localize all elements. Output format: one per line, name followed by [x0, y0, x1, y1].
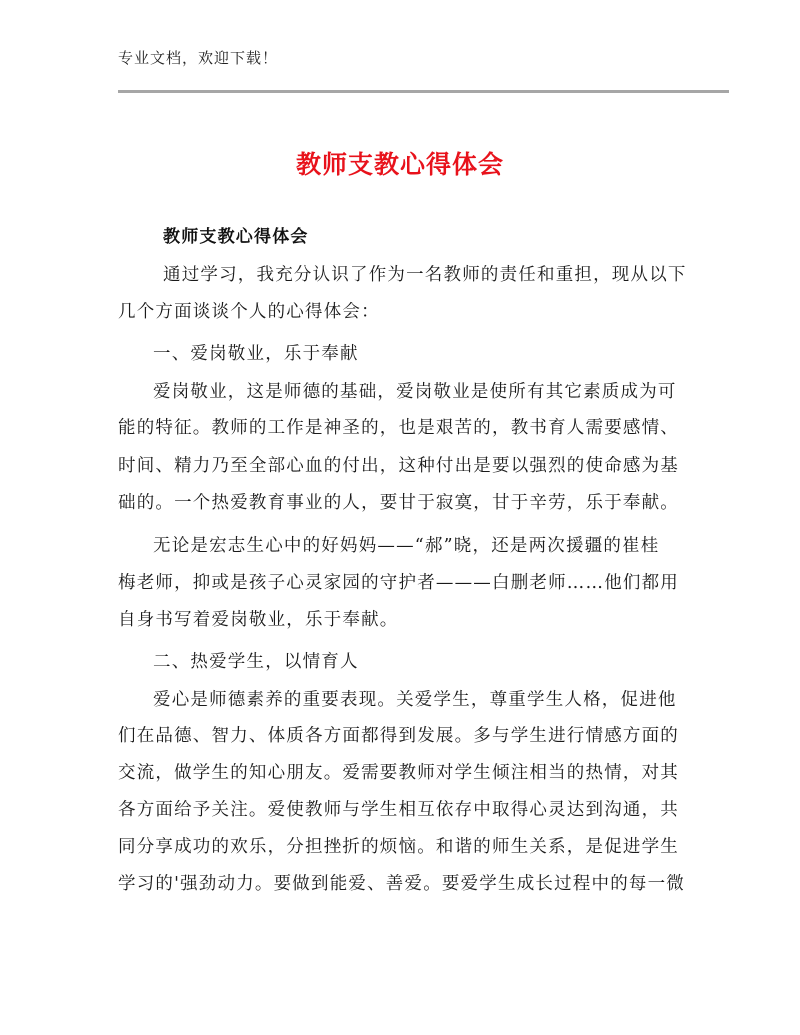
paragraph-line: 们在品德、智力、体质各方面都得到发展。多与学生进行情感方面的	[118, 726, 679, 746]
section-heading-2: 二、热爱学生，以情育人	[153, 652, 359, 672]
paragraph-line: 同分享成功的欢乐，分担挫折的烦恼。和谐的师生关系，是促进学生	[118, 837, 679, 857]
header-note: 专业文档，欢迎下载！	[118, 49, 279, 67]
paragraph-line: 几个方面谈谈个人的心得体会：	[118, 302, 380, 322]
paragraph-line: 无论是宏志生心中的好妈妈——“郝”晓，还是两次援疆的崔桂	[153, 536, 660, 556]
header-divider	[118, 90, 729, 93]
paragraph-line: 自身书写着爱岗敬业，乐于奉献。	[118, 610, 399, 630]
paragraph-line: 能的特征。教师的工作是神圣的，也是艰苦的，教书育人需要感情、	[118, 418, 679, 438]
paragraph-line: 学习的'强劲动力。要做到能爱、善爱。要爱学生成长过程中的每一微	[118, 874, 686, 894]
document-subheading: 教师支教心得体会	[163, 227, 309, 247]
paragraph-line: 时间、精力乃至全部心血的付出，这种付出是要以强烈的使命感为基	[118, 456, 679, 476]
paragraph-line: 梅老师，抑或是孩子心灵家园的守护者———白删老师……他们都用	[118, 573, 679, 593]
paragraph-line: 各方面给予关注。爱使教师与学生相互依存中取得心灵达到沟通，共	[118, 800, 679, 820]
paragraph-line: 爱岗敬业，这是师德的基础，爱岗敬业是使所有其它素质成为可	[153, 382, 677, 402]
paragraph-line: 通过学习，我充分认识了作为一名教师的责任和重担，现从以下	[163, 265, 687, 285]
document-title: 教师支教心得体会	[295, 150, 504, 179]
section-heading-1: 一、爱岗敬业，乐于奉献	[153, 344, 359, 364]
paragraph-line: 础的。一个热爱教育事业的人，要甘于寂寞，甘于辛劳，乐于奉献。	[118, 493, 679, 513]
paragraph-line: 交流，做学生的知心朋友。爱需要教师对学生倾注相当的热情，对其	[118, 763, 679, 783]
paragraph-line: 爱心是师德素养的重要表现。关爱学生，尊重学生人格，促进他	[153, 690, 677, 710]
